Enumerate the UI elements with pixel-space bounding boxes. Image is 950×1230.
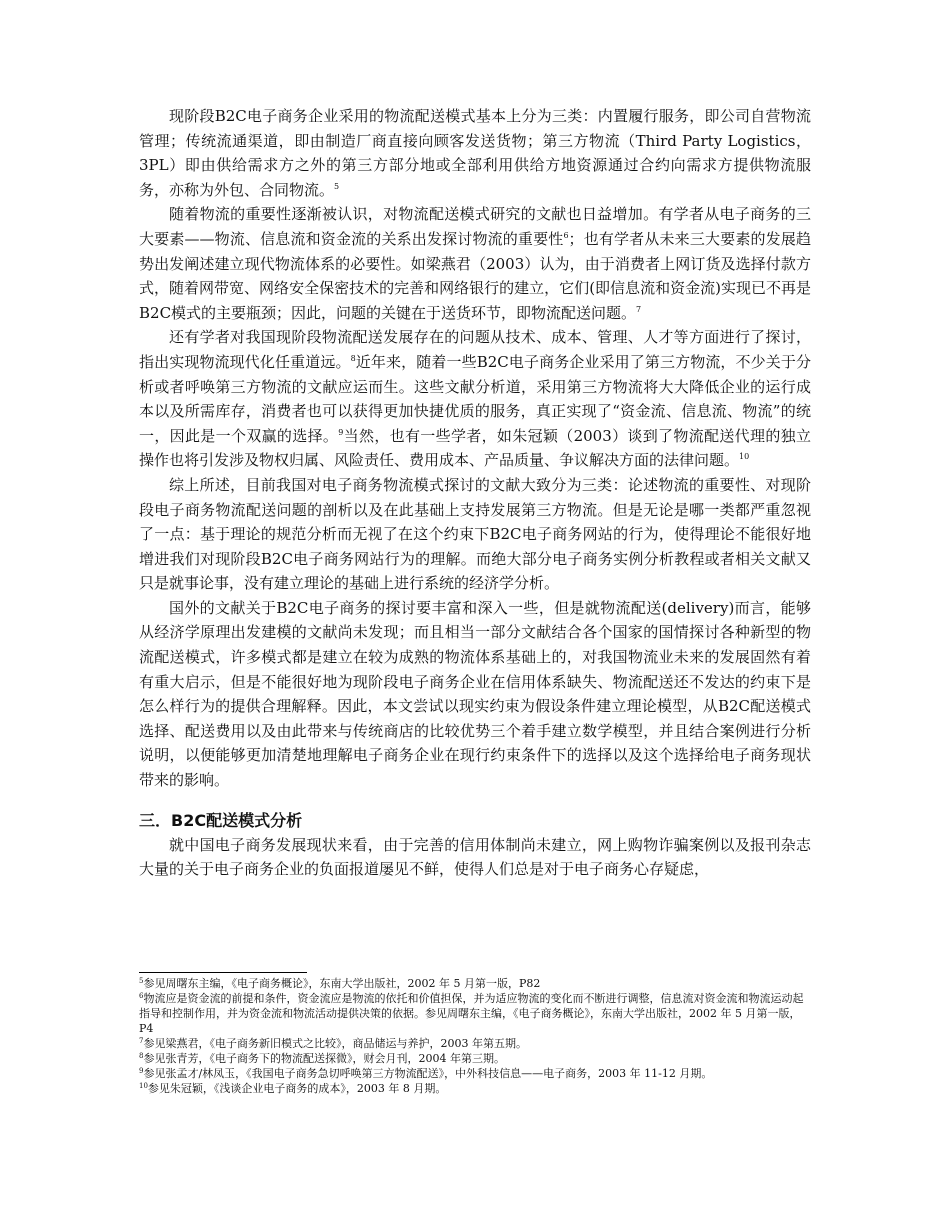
footnote-ref: 6: [563, 230, 569, 240]
paragraph-text: 国外的文献关于B2C电子商务的探讨要丰富和深入一些，但是就物流配送(delivery)而言，能够从经济学原理出发建模的文献尚未发现；而且相当一部分文献结合各个国家的国情探讨各种新型的物流配送模式，许多模式都是建立在较为成熟的物流体系基础上的，对我国物流业未来的发展固然有着有重大启示，但是不能很好地为现阶段电子商务企业在信用体系缺失、物流配送还不发达的约束下是怎么样行为的提供合理解释。因此，本文尝试以现实约束为假设条件建立理论模型，从B2C配送模式选择、配送费用以及由此带来与传统商店的比较优势三个着手建立数学模型，并且结合案例进行分析说明，以便能够更加清楚地理解电子商务企业在现行约束条件下的选择以及这个选择给电子商务现状带来的影响。: [139, 598, 811, 790]
paragraph-4: [139, 473, 811, 596]
footnotes: [139, 976, 811, 1096]
footnote-number: 7: [139, 1037, 144, 1045]
paragraph-text: 综上所述，目前我国对电子商务物流模式探讨的文献大致分为三类：论述物流的重要性、对现阶段电子商务物流配送问题的剖析以及在此基础上支持发展第三方物流。但是无论是哪一类都严重忽视了一点：基于理论的规范分析而无视了在这个约束下B2C电子商务网站的行为，使得理论不能很好地增进我们对现阶段B2C电子商务网站行为的理解。而绝大部分电子商务实例分析教程或者相关文献又只是就事论事，没有建立理论的基础上进行系统的经济学分析。: [139, 475, 811, 593]
footnote: [139, 1036, 811, 1051]
paragraph-3: [139, 325, 811, 473]
footnote: [139, 976, 811, 991]
footnote-number: 5: [139, 977, 144, 985]
body-text: [139, 104, 811, 882]
footnote: [139, 991, 811, 1036]
footnote: [139, 1066, 811, 1081]
footnote-ref: 5: [334, 181, 340, 191]
paragraph-text: 近年来，随着一些B2C电子商务企业采用了第三方物流，不少关于分析或者呼唤第三方物流的文献应运而生。这些文献分析道，采用第三方物流将大大降低企业的运行成本以及所需库存，消费者也可以获得更加快捷优质的服务，真正实现了“资金流、信息流、物流”的统一，因此是一个双赢的选择。: [139, 352, 812, 445]
footnote-text: 参见朱冠颖，《浅谈企业电子商务的成本》，2003 年 8 月期。: [147, 1082, 447, 1095]
footnote-text: 参见梁燕君，《电子商务新旧模式之比较》，商品储运与养护，2003 年第五期。: [143, 1037, 527, 1050]
section-heading: 三．B2C配送模式分析: [139, 810, 303, 830]
paragraph-text: 现阶段B2C电子商务企业采用的物流配送模式基本上分为三类：内置履行服务，即公司自营物流管理；传统流通渠道，即由制造厂商直接向顾客发送货物；第三方物流（Third Party Logistics，3PL）即由供给需求方之外的第三方部分地或全部利用供给方地资源通过合约向需求方提供物流服务，亦称为外包、合同物流。: [139, 107, 811, 199]
footnote-divider: [139, 972, 307, 973]
footnote-text: 参见周曙东主编，《电子商务概论》，东南大学出版社，2002 年 5 月第一版，P82: [143, 977, 541, 990]
footnote-ref: 8: [350, 353, 356, 363]
paragraph-text: 随着物流的重要性逐渐被认识，对物流配送模式研究的文献也日益增加。有学者从电子商务的三大要素——物流、信息流和资金流的关系出发探讨物流的重要性: [139, 205, 811, 248]
footnote: [139, 1081, 811, 1096]
footnote-ref: 9: [338, 427, 344, 437]
paragraph-text: 当然，也有一些学者，如朱冠颖（2003）谈到了物流配送代理的独立操作也将引发涉及物权归属、风险责任、费用成本、产品质量、争议解决方面的法律问题。: [139, 426, 811, 470]
paragraph-text: 还有学者对我国现阶段物流配送发展存在的问题从技术、成本、管理、人才等方面进行了探讨，指出实现物流现代化任重道远。: [139, 328, 811, 371]
footnote-text: 物流应是资金流的前提和条件，资金流应是物流的依托和价值担保，并为适应物流的变化而不断进行调整，信息流对资金流和物流运动起指导和控制作用，并为资金流和物流活动提供决策的依据。参见周曙东主编，《电子商务概论》，东南大学出版社，2002 年 5 月第一版，P4: [139, 992, 804, 1035]
footnote-ref: 7: [636, 304, 642, 314]
footnote-number: 10: [139, 1082, 148, 1090]
paragraph-text: 就中国电子商务发展现状来看，由于完善的信用体制尚未建立，网上购物诈骗案例以及报刊杂志大量的关于电子商务企业的负面报道屡见不鲜，使得人们总是对于电子商务心存疑虑，: [139, 835, 811, 879]
paragraph-2: [139, 202, 811, 325]
footnote-ref: 10: [739, 452, 750, 462]
footnote-number: 9: [139, 1067, 144, 1075]
paragraph-1: [139, 104, 811, 202]
footnote-number: 8: [139, 1052, 144, 1060]
paragraph-5: [139, 596, 811, 793]
footnote-text: 参见张孟才/林凤玉，《我国电子商务急切呼唤第三方物流配送》，中外科技信息——电子商务，2003 年 11-12 月期。: [143, 1067, 713, 1080]
section-paragraph: [139, 833, 811, 882]
footnote-number: 6: [139, 992, 144, 1000]
footnote: [139, 1051, 811, 1066]
paragraph-text: ；也有学者从未来三大要素的发展趋势出发阐述建立现代物流体系的必要性。如梁燕君（2003）认为，由于消费者上网订货及选择付款方式，随着网带宽、网络安全保密技术的完善和网络银行的建立，它们(即信息流和资金流)实现已不再是B2C模式的主要瓶颈；因此，问题的关键在于送货环节，即物流配送问题。: [139, 229, 811, 322]
footnote-text: 参见张青芳，《电子商务下的物流配送探微》，财会月刊，2004 年第三期。: [143, 1052, 505, 1065]
